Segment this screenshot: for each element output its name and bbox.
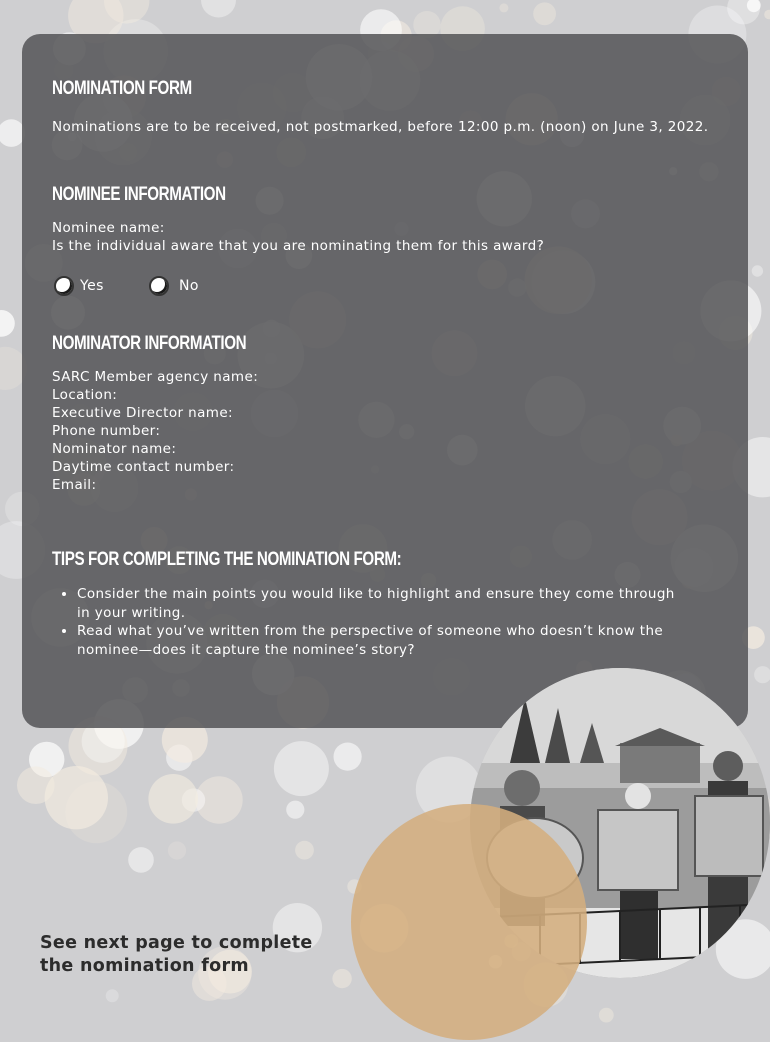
nominee-name-label: Nominee name: <box>52 219 165 237</box>
bokeh-dot <box>752 265 763 276</box>
field-email: Email: <box>52 476 258 494</box>
field-phone: Phone number: <box>52 422 258 440</box>
nomination-panel <box>22 34 748 728</box>
awareness-question: Is the individual aware that you are nominating them for this award? <box>52 237 544 255</box>
bokeh-dot <box>295 841 314 860</box>
tip-item: • Consider the main points you would like to highlight and ensure they come through in your writing. <box>77 585 677 622</box>
bokeh-dot <box>334 743 362 771</box>
bokeh-dot <box>499 3 508 12</box>
bokeh-dot <box>274 741 329 796</box>
nominator-fields <box>52 368 258 494</box>
bokeh-dot <box>286 801 304 819</box>
deadline-text: Nominations are to be received, not postmarked, before 12:00 p.m. (noon) on June 3, 2022. <box>52 118 708 136</box>
field-agency-name: SARC Member agency name: <box>52 368 258 386</box>
bokeh-dot <box>533 2 556 25</box>
tips-heading: TIPS FOR COMPLETING THE NOMINATION FORM: <box>52 549 401 571</box>
field-location: Location: <box>52 386 258 404</box>
gold-accent-circle <box>349 802 589 1042</box>
field-executive-director: Executive Director name: <box>52 404 258 422</box>
form-title: NOMINATION FORM <box>52 78 192 100</box>
tip-item: • Read what you’ve written from the perspective of someone who doesn’t know the nominee—does it capture the nominee’s story? <box>77 622 677 659</box>
footer-line-1: See next page to complete <box>40 932 313 955</box>
field-daytime-contact: Daytime contact number: <box>52 458 258 476</box>
bokeh-dot <box>106 989 119 1002</box>
bokeh-dot <box>168 841 186 859</box>
bokeh-dot <box>128 847 154 873</box>
radio-no-label: No <box>179 278 199 294</box>
radio-yes-circle[interactable] <box>54 276 74 296</box>
bokeh-dot <box>201 0 236 18</box>
bokeh-dot <box>148 774 198 824</box>
bokeh-dot <box>45 766 108 829</box>
nominee-heading: NOMINEE INFORMATION <box>52 184 226 206</box>
radio-yes[interactable] <box>54 274 104 298</box>
radio-yes-label: Yes <box>80 278 104 294</box>
bokeh-dot <box>0 310 15 337</box>
footer-line-2: the nomination form <box>40 955 313 978</box>
field-nominator-name: Nominator name: <box>52 440 258 458</box>
nominator-heading: NOMINATOR INFORMATION <box>52 333 246 355</box>
tips-list <box>52 585 677 659</box>
radio-no[interactable] <box>149 274 199 298</box>
footer-note <box>40 932 313 978</box>
radio-no-circle[interactable] <box>149 276 169 296</box>
bokeh-dot <box>17 766 55 804</box>
bokeh-dot <box>764 10 770 19</box>
bokeh-dot <box>599 1008 614 1023</box>
